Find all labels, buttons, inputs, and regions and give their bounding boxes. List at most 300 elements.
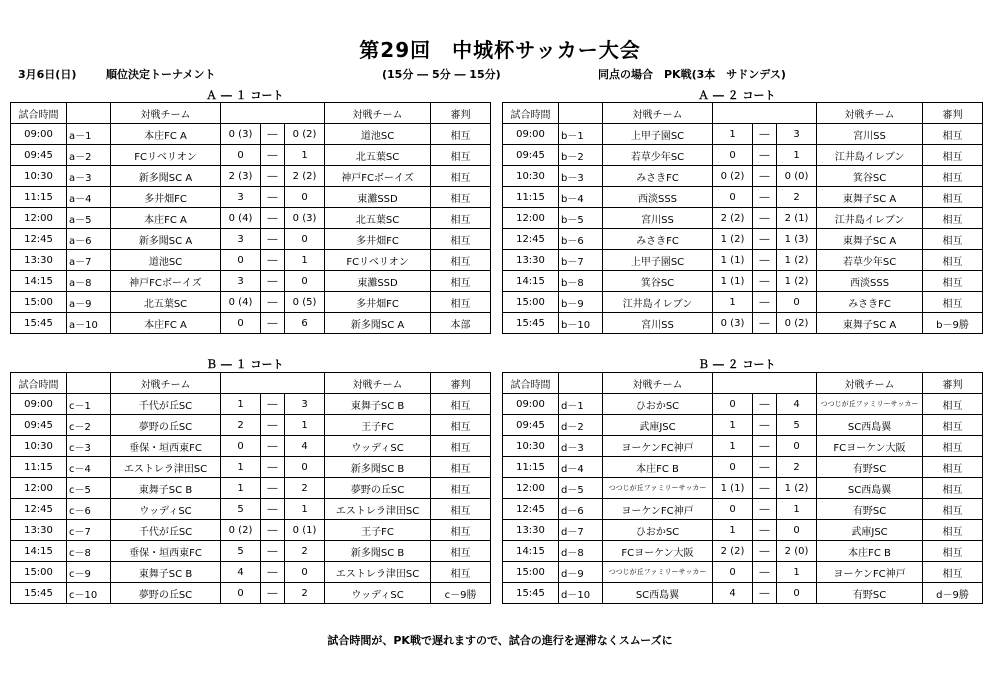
away-score: 3	[777, 124, 817, 145]
referee: 相互	[431, 271, 491, 292]
match-code: b－7	[559, 250, 603, 271]
match-code: b－9	[559, 292, 603, 313]
score-dash: ―	[261, 124, 285, 145]
score-dash: ―	[261, 415, 285, 436]
table-row	[503, 583, 983, 604]
away-team: 神戸FCボーイズ	[325, 166, 431, 187]
home-team: 垂保・垣西東FC	[111, 436, 221, 457]
match-code: c－5	[67, 478, 111, 499]
match-time: 11:15	[11, 457, 67, 478]
home-score: 1	[221, 457, 261, 478]
table-row	[11, 292, 491, 313]
away-score: 0	[285, 187, 325, 208]
home-score: 0	[221, 250, 261, 271]
table-row	[11, 208, 491, 229]
home-team: 若草少年SC	[603, 145, 713, 166]
score-dash: ―	[261, 313, 285, 334]
schedule-table-b1	[10, 372, 491, 604]
away-team: 東灘SSD	[325, 187, 431, 208]
event-date: 3月6日(日)	[18, 68, 77, 81]
home-team: 江井島イレブン	[603, 292, 713, 313]
away-score: 2	[777, 457, 817, 478]
header-team: 対戦チーム	[111, 373, 221, 394]
match-code: d－1	[559, 394, 603, 415]
match-code: a－6	[67, 229, 111, 250]
away-team: 有野SC	[817, 583, 923, 604]
table-row	[11, 541, 491, 562]
table-row	[503, 394, 983, 415]
home-score: 1 (2)	[713, 229, 753, 250]
home-score: 0	[221, 583, 261, 604]
home-team: 上甲子園SC	[603, 250, 713, 271]
match-code: b－8	[559, 271, 603, 292]
home-team: 武庫JSC	[603, 415, 713, 436]
away-score: 0	[777, 520, 817, 541]
home-team: FCヨーケン大阪	[603, 541, 713, 562]
match-time: 10:30	[11, 166, 67, 187]
home-team: 神戸FCボーイズ	[111, 271, 221, 292]
referee: 相互	[431, 250, 491, 271]
table-header-row	[503, 103, 983, 124]
away-team: 東舞子SC B	[325, 394, 431, 415]
score-dash: ―	[261, 145, 285, 166]
match-time: 15:45	[503, 583, 559, 604]
home-score: 1	[713, 436, 753, 457]
score-dash: ―	[261, 271, 285, 292]
referee: 相互	[431, 394, 491, 415]
home-team: 新多聞SC A	[111, 166, 221, 187]
table-row	[503, 436, 983, 457]
home-score: 4	[713, 583, 753, 604]
away-score: 0	[777, 292, 817, 313]
match-code: a－7	[67, 250, 111, 271]
header-time: 試合時間	[11, 103, 67, 124]
home-team: FCリベリオン	[111, 145, 221, 166]
away-team: 本庄FC B	[817, 541, 923, 562]
away-score: 0 (2)	[777, 313, 817, 334]
score-dash: ―	[261, 208, 285, 229]
match-time: 11:15	[503, 457, 559, 478]
home-team: 本庄FC A	[111, 124, 221, 145]
home-team: みさきFC	[603, 229, 713, 250]
away-team: 夢野の丘SC	[325, 478, 431, 499]
table-row	[503, 415, 983, 436]
home-score: 0 (2)	[713, 166, 753, 187]
away-team: 東舞子SC A	[817, 313, 923, 334]
tournament-name: 順位決定トーナメント	[106, 68, 216, 81]
match-code: d－2	[559, 415, 603, 436]
match-code: c－9	[67, 562, 111, 583]
header-blank	[67, 373, 111, 394]
home-score: 1 (1)	[713, 250, 753, 271]
away-score: 1 (3)	[777, 229, 817, 250]
away-team: SC西島翼	[817, 478, 923, 499]
referee: 相互	[923, 292, 983, 313]
home-score: 0 (3)	[221, 124, 261, 145]
header-blank	[221, 103, 325, 124]
away-score: 0 (2)	[285, 124, 325, 145]
score-dash: ―	[753, 520, 777, 541]
referee: 相互	[923, 187, 983, 208]
away-team: 多井畑FC	[325, 292, 431, 313]
match-time: 15:45	[11, 583, 67, 604]
table-row	[503, 457, 983, 478]
score-dash: ―	[261, 478, 285, 499]
home-score: 2	[221, 415, 261, 436]
table-header-row	[503, 373, 983, 394]
match-time: 13:30	[503, 250, 559, 271]
court-label-a1: Ａ ― １ コート	[206, 89, 284, 102]
match-code: c－10	[67, 583, 111, 604]
home-score: 3	[221, 271, 261, 292]
home-team: ひおかSC	[603, 520, 713, 541]
table-row	[503, 562, 983, 583]
referee: 相互	[431, 562, 491, 583]
match-code: b－3	[559, 166, 603, 187]
home-score: 0	[713, 457, 753, 478]
home-score: 2 (2)	[713, 208, 753, 229]
away-team: SC西島翼	[817, 415, 923, 436]
referee: 相互	[431, 145, 491, 166]
away-score: 2	[285, 478, 325, 499]
home-team: 箕谷SC	[603, 271, 713, 292]
match-code: c－6	[67, 499, 111, 520]
referee: 相互	[431, 436, 491, 457]
referee: 相互	[431, 229, 491, 250]
away-score: 1 (2)	[777, 250, 817, 271]
home-team: 東舞子SC B	[111, 562, 221, 583]
header-team: 対戦チーム	[603, 373, 713, 394]
home-team: ヨーケンFC神戸	[603, 499, 713, 520]
table-row	[503, 250, 983, 271]
table-row	[11, 520, 491, 541]
away-team: FCヨーケン大阪	[817, 436, 923, 457]
referee: 相互	[923, 166, 983, 187]
home-score: 5	[221, 541, 261, 562]
away-team: 新多聞SC B	[325, 541, 431, 562]
referee: 相互	[923, 415, 983, 436]
score-dash: ―	[261, 520, 285, 541]
header-team: 対戦チーム	[325, 103, 431, 124]
score-dash: ―	[753, 415, 777, 436]
referee: 相互	[431, 499, 491, 520]
match-time: 10:30	[11, 436, 67, 457]
match-time: 09:45	[11, 415, 67, 436]
away-score: 0	[285, 271, 325, 292]
match-time: 14:15	[11, 271, 67, 292]
away-team: 宮川SS	[817, 124, 923, 145]
away-team: 若草少年SC	[817, 250, 923, 271]
match-time: 09:00	[11, 124, 67, 145]
header-ref: 審判	[923, 373, 983, 394]
referee: c－9勝	[431, 583, 491, 604]
home-team: ひおかSC	[603, 394, 713, 415]
match-code: c－4	[67, 457, 111, 478]
home-score: 0 (4)	[221, 292, 261, 313]
match-code: d－4	[559, 457, 603, 478]
referee: 相互	[923, 124, 983, 145]
table-row	[11, 229, 491, 250]
match-time: 14:15	[503, 541, 559, 562]
table-row	[503, 541, 983, 562]
away-team: つつじが丘ファミリーサッカー	[817, 394, 923, 415]
away-team: エストレラ津田SC	[325, 562, 431, 583]
home-score: 0	[713, 394, 753, 415]
referee: 相互	[431, 520, 491, 541]
away-team: ウッディSC	[325, 583, 431, 604]
match-time: 11:15	[503, 187, 559, 208]
away-score: 1 (2)	[777, 271, 817, 292]
away-team: 北五葉SC	[325, 145, 431, 166]
table-row	[11, 583, 491, 604]
match-time: 09:00	[11, 394, 67, 415]
table-header-row	[11, 373, 491, 394]
table-row	[503, 271, 983, 292]
away-team: 江井島イレブン	[817, 208, 923, 229]
score-dash: ―	[261, 394, 285, 415]
table-row	[503, 145, 983, 166]
table-row	[11, 478, 491, 499]
referee: 相互	[431, 292, 491, 313]
match-time: 15:00	[11, 562, 67, 583]
away-score: 6	[285, 313, 325, 334]
referee: b－9勝	[923, 313, 983, 334]
court-label-b2: Ｂ ― ２ コート	[698, 358, 776, 371]
header-ref: 審判	[431, 103, 491, 124]
away-team: 有野SC	[817, 499, 923, 520]
away-team: FCリベリオン	[325, 250, 431, 271]
home-team: 千代が丘SC	[111, 394, 221, 415]
away-team: 江井島イレブン	[817, 145, 923, 166]
home-team: ヨーケンFC神戸	[603, 436, 713, 457]
away-score: 0	[777, 436, 817, 457]
match-time: 09:45	[503, 145, 559, 166]
home-team: つつじが丘ファミリーサッカー	[603, 562, 713, 583]
home-score: 3	[221, 229, 261, 250]
match-time: 14:15	[11, 541, 67, 562]
table-row	[503, 313, 983, 334]
header-ref: 審判	[431, 373, 491, 394]
table-row	[503, 520, 983, 541]
footer-note: 試合時間が、PK戦で遅れますので、試合の進行を遅滞なくスムーズに	[327, 634, 673, 647]
table-row	[11, 457, 491, 478]
match-time: 13:30	[11, 250, 67, 271]
away-score: 0 (5)	[285, 292, 325, 313]
away-team: 多井畑FC	[325, 229, 431, 250]
header-team: 対戦チーム	[603, 103, 713, 124]
match-code: c－8	[67, 541, 111, 562]
header-team: 対戦チーム	[817, 373, 923, 394]
away-score: 1	[777, 562, 817, 583]
away-team: 東舞子SC A	[817, 229, 923, 250]
away-score: 0	[285, 229, 325, 250]
header-blank	[713, 103, 817, 124]
score-dash: ―	[753, 250, 777, 271]
referee: 相互	[923, 520, 983, 541]
away-score: 2	[777, 187, 817, 208]
match-code: b－2	[559, 145, 603, 166]
match-code: a－1	[67, 124, 111, 145]
away-team: 北五葉SC	[325, 208, 431, 229]
home-score: 1 (1)	[713, 478, 753, 499]
match-time: 12:00	[11, 208, 67, 229]
away-team: 新多聞SC B	[325, 457, 431, 478]
away-score: 0 (3)	[285, 208, 325, 229]
referee: 相互	[923, 271, 983, 292]
referee: 相互	[923, 541, 983, 562]
match-time: 15:00	[503, 562, 559, 583]
home-score: 1	[713, 124, 753, 145]
home-team: 多井畑FC	[111, 187, 221, 208]
away-team: 王子FC	[325, 520, 431, 541]
away-team: 有野SC	[817, 457, 923, 478]
home-score: 1	[713, 520, 753, 541]
match-code: d－3	[559, 436, 603, 457]
away-team: エストレラ津田SC	[325, 499, 431, 520]
match-code: a－4	[67, 187, 111, 208]
score-dash: ―	[753, 541, 777, 562]
score-dash: ―	[753, 313, 777, 334]
match-time: 12:45	[503, 499, 559, 520]
home-score: 0	[713, 499, 753, 520]
score-dash: ―	[261, 583, 285, 604]
table-row	[11, 436, 491, 457]
referee: 相互	[431, 541, 491, 562]
referee: 相互	[923, 250, 983, 271]
match-code: d－9	[559, 562, 603, 583]
match-time: 09:00	[503, 124, 559, 145]
score-dash: ―	[261, 436, 285, 457]
score-dash: ―	[261, 541, 285, 562]
referee: 相互	[431, 208, 491, 229]
away-score: 1	[285, 415, 325, 436]
score-dash: ―	[753, 271, 777, 292]
header-team: 対戦チーム	[111, 103, 221, 124]
table-row	[11, 313, 491, 334]
table-row	[11, 250, 491, 271]
match-time: 15:45	[11, 313, 67, 334]
home-team: 夢野の丘SC	[111, 583, 221, 604]
match-time: 10:30	[503, 436, 559, 457]
score-dash: ―	[753, 187, 777, 208]
away-team: 道池SC	[325, 124, 431, 145]
score-dash: ―	[261, 499, 285, 520]
away-team: ウッディSC	[325, 436, 431, 457]
match-code: a－10	[67, 313, 111, 334]
header-blank	[559, 373, 603, 394]
referee: 相互	[923, 394, 983, 415]
match-time: 12:00	[503, 208, 559, 229]
referee: 相互	[431, 478, 491, 499]
home-team: 東舞子SC B	[111, 478, 221, 499]
header-time: 試合時間	[503, 103, 559, 124]
away-score: 4	[285, 436, 325, 457]
home-team: 本庄FC A	[111, 313, 221, 334]
away-score: 0	[285, 562, 325, 583]
match-code: a－2	[67, 145, 111, 166]
away-team: 東灘SSD	[325, 271, 431, 292]
table-row	[11, 499, 491, 520]
match-code: d－5	[559, 478, 603, 499]
table-row	[11, 394, 491, 415]
away-team: 東舞子SC A	[817, 187, 923, 208]
score-dash: ―	[753, 436, 777, 457]
away-team: 王子FC	[325, 415, 431, 436]
tie-rule: 同点の場合 PK戦(3本 サドンデス)	[598, 68, 786, 81]
home-team: SC西島翼	[603, 583, 713, 604]
away-score: 1	[285, 499, 325, 520]
away-score: 5	[777, 415, 817, 436]
header-blank	[559, 103, 603, 124]
match-time: 12:45	[11, 229, 67, 250]
table-row	[503, 124, 983, 145]
match-code: a－5	[67, 208, 111, 229]
match-code: a－3	[67, 166, 111, 187]
away-score: 0 (0)	[777, 166, 817, 187]
score-dash: ―	[753, 478, 777, 499]
match-time: 12:45	[503, 229, 559, 250]
header-team: 対戦チーム	[817, 103, 923, 124]
match-time: 13:30	[11, 520, 67, 541]
table-row	[503, 187, 983, 208]
header-time: 試合時間	[503, 373, 559, 394]
away-team: ヨーケンFC神戸	[817, 562, 923, 583]
referee: 相互	[923, 457, 983, 478]
away-team: 西淡SSS	[817, 271, 923, 292]
table-row	[503, 208, 983, 229]
away-score: 2 (1)	[777, 208, 817, 229]
away-score: 3	[285, 394, 325, 415]
match-code: c－7	[67, 520, 111, 541]
referee: 相互	[431, 166, 491, 187]
home-score: 0	[713, 145, 753, 166]
home-score: 1	[221, 394, 261, 415]
referee: 相互	[431, 415, 491, 436]
match-code: c－1	[67, 394, 111, 415]
match-code: a－9	[67, 292, 111, 313]
home-team: 宮川SS	[603, 208, 713, 229]
match-code: d－6	[559, 499, 603, 520]
home-score: 0	[221, 436, 261, 457]
away-score: 0 (1)	[285, 520, 325, 541]
match-time-format: (15分 ― 5分 ― 15分)	[382, 68, 501, 81]
home-team: 本庄FC A	[111, 208, 221, 229]
home-team: 上甲子園SC	[603, 124, 713, 145]
referee: 相互	[923, 208, 983, 229]
schedule-table-a2	[502, 102, 983, 334]
match-time: 09:00	[503, 394, 559, 415]
referee: 相互	[923, 499, 983, 520]
home-score: 1	[713, 415, 753, 436]
match-code: d－10	[559, 583, 603, 604]
home-score: 5	[221, 499, 261, 520]
home-team: 道池SC	[111, 250, 221, 271]
match-time: 15:00	[11, 292, 67, 313]
home-score: 4	[221, 562, 261, 583]
table-row	[503, 229, 983, 250]
score-dash: ―	[753, 145, 777, 166]
header-time: 試合時間	[11, 373, 67, 394]
away-team: みさきFC	[817, 292, 923, 313]
table-row	[11, 187, 491, 208]
home-score: 0	[221, 145, 261, 166]
away-score: 1 (2)	[777, 478, 817, 499]
away-score: 1	[285, 250, 325, 271]
match-code: b－5	[559, 208, 603, 229]
home-score: 0 (2)	[221, 520, 261, 541]
home-score: 1	[713, 292, 753, 313]
away-score: 1	[777, 499, 817, 520]
